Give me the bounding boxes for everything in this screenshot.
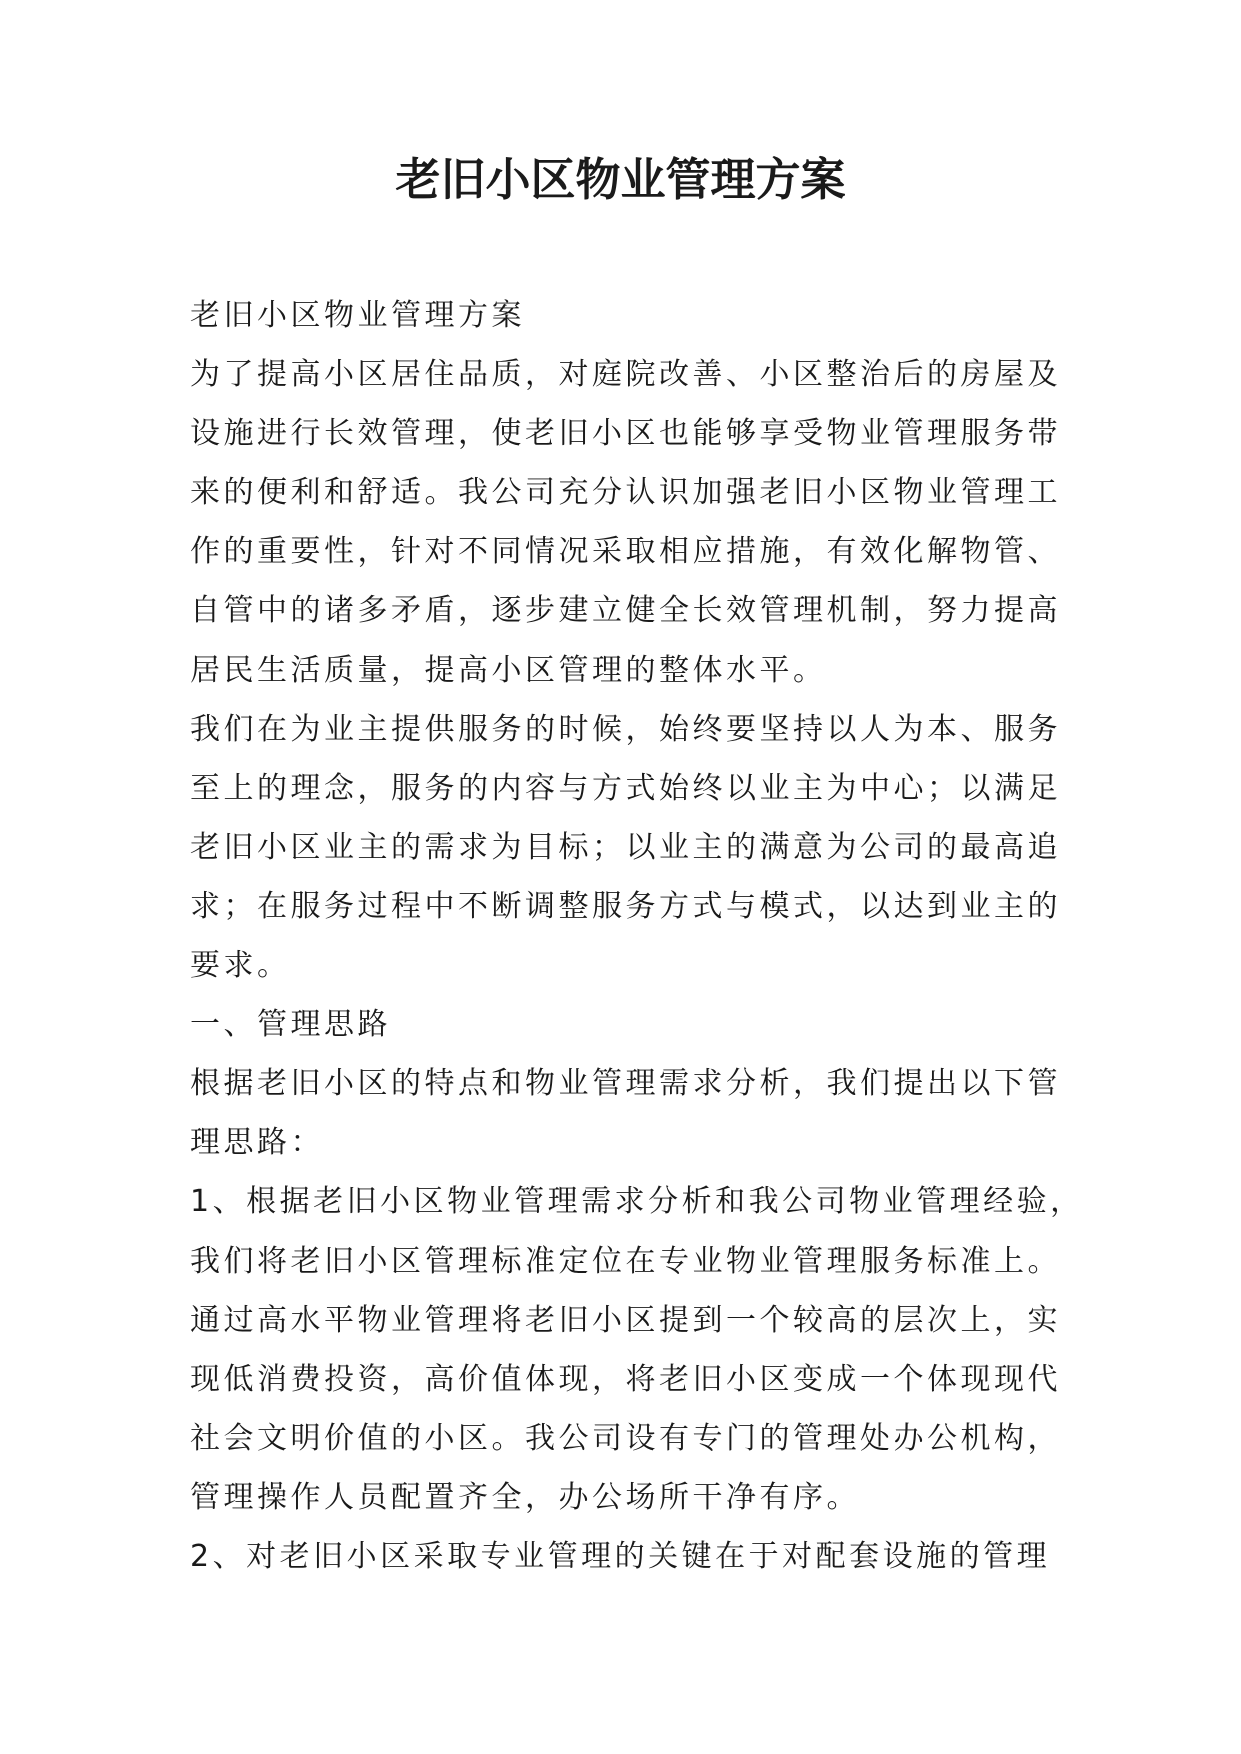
- body-line: 要求。: [190, 948, 291, 984]
- body-line: 居民生活质量，提高小区管理的整体水平。: [190, 652, 827, 688]
- body-line: 来的便利和舒适。我公司充分认识加强老旧小区物业管理工: [190, 475, 1061, 511]
- body-line: 求；在服务过程中不断调整服务方式与模式，以达到业主的: [190, 888, 1061, 924]
- body-line: 自管中的诸多矛盾，逐步建立健全长效管理机制，努力提高: [190, 593, 1061, 629]
- body-line: 1、根据老旧小区物业管理需求分析和我公司物业管理经验，: [190, 1184, 1084, 1220]
- document-title: 老旧小区物业管理方案: [395, 153, 846, 206]
- body-line: 为了提高小区居住品质，对庭院改善、小区整治后的房屋及: [190, 357, 1061, 393]
- section-heading: 一、管理思路: [190, 1007, 391, 1043]
- body-line: 理思路：: [190, 1125, 324, 1161]
- body-line: 老旧小区物业管理方案: [190, 298, 525, 333]
- body-line: 社会文明价值的小区。我公司设有专门的管理处办公机构，: [190, 1420, 1061, 1456]
- body-line: 2、对老旧小区采取专业管理的关键在于对配套设施的管理: [190, 1538, 1051, 1574]
- body-line: 我们将老旧小区管理标准定位在专业物业管理服务标准上。: [190, 1243, 1061, 1279]
- body-line: 通过高水平物业管理将老旧小区提到一个较高的层次上，实: [190, 1302, 1061, 1338]
- body-line: 现低消费投资，高价值体现，将老旧小区变成一个体现现代: [190, 1361, 1061, 1397]
- body-line: 作的重要性，针对不同情况采取相应措施，有效化解物管、: [190, 534, 1061, 570]
- body-line: 至上的理念，服务的内容与方式始终以业主为中心；以满足: [190, 770, 1061, 806]
- body-line: 老旧小区业主的需求为目标；以业主的满意为公司的最高追: [190, 829, 1061, 865]
- body-line: 管理操作人员配置齐全，办公场所干净有序。: [190, 1479, 860, 1515]
- document-body: [190, 286, 1084, 1586]
- body-line: 设施进行长效管理，使老旧小区也能够享受物业管理服务带: [190, 416, 1061, 452]
- body-line: 根据老旧小区的特点和物业管理需求分析，我们提出以下管: [190, 1066, 1061, 1102]
- body-line: 我们在为业主提供服务的时候，始终要坚持以人为本、服务: [190, 711, 1061, 747]
